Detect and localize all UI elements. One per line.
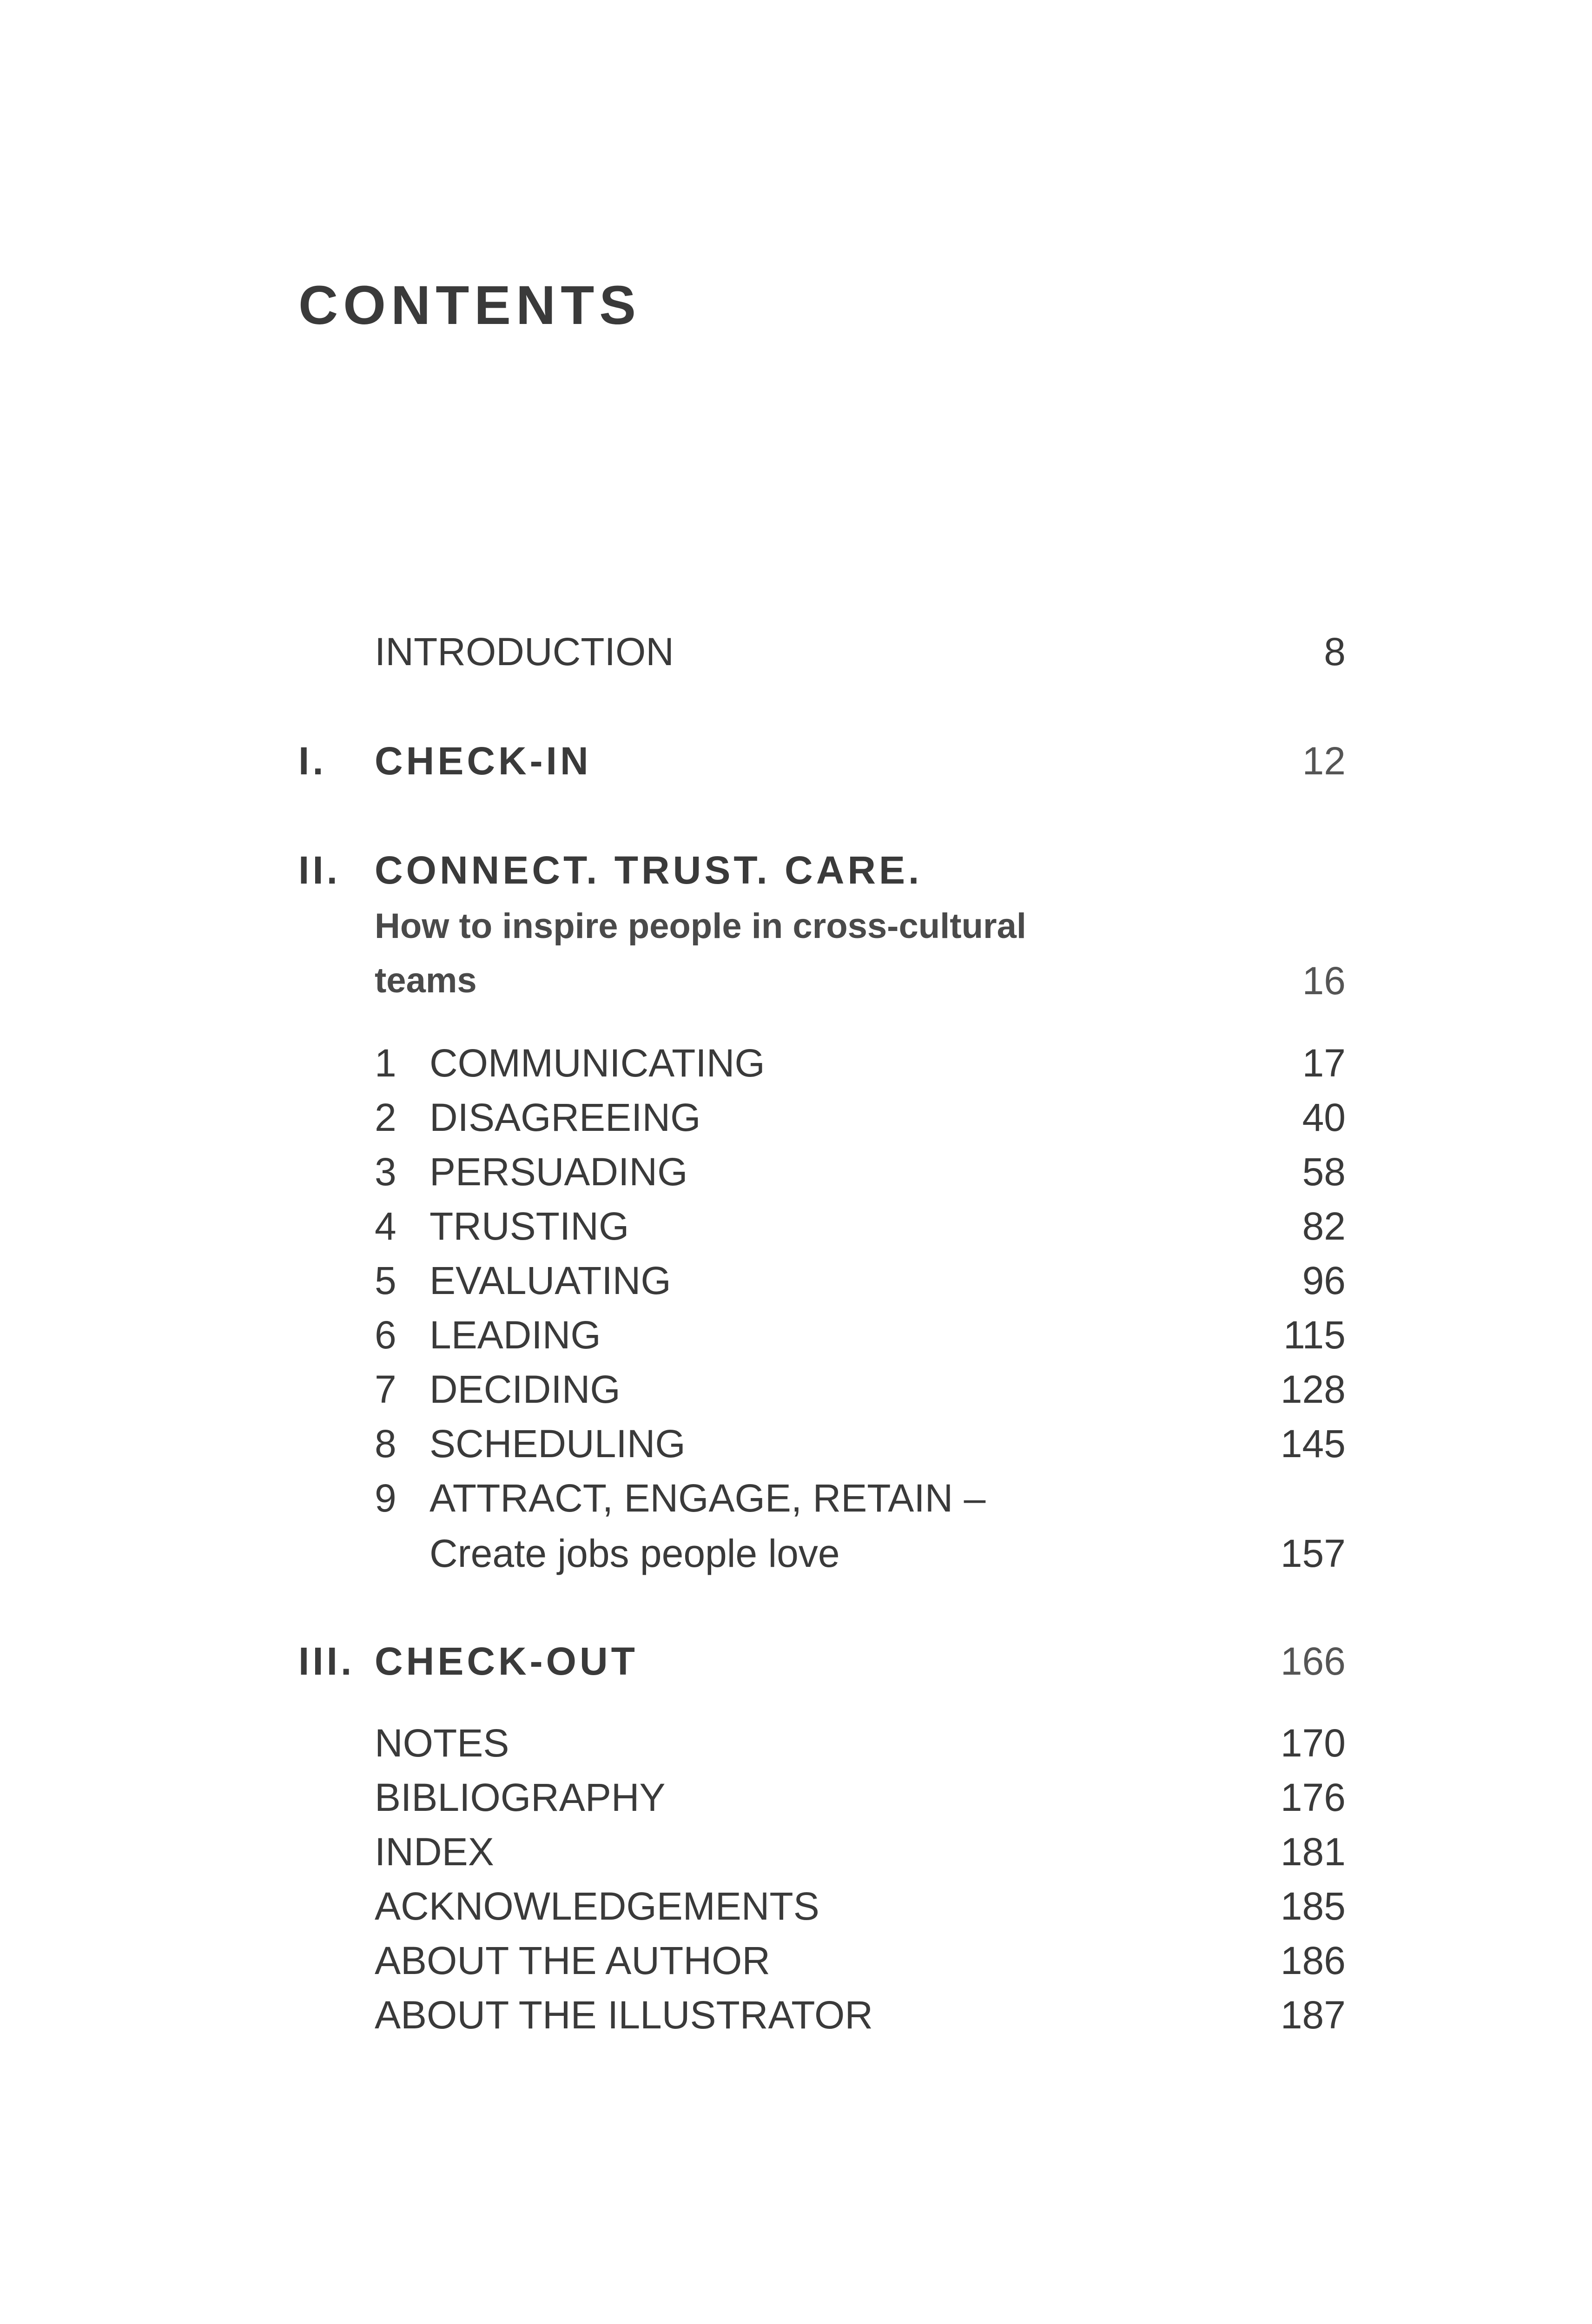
toc-page-number: 145 — [1280, 1422, 1346, 1466]
chapter-title: SCHEDULING — [429, 1422, 686, 1466]
chapter-title-continued: Create jobs people love — [429, 1532, 840, 1575]
chapter-title: DISAGREEING — [429, 1096, 701, 1139]
part-numeral: III. — [298, 1639, 355, 1683]
chapter-title: COMMUNICATING — [429, 1041, 765, 1085]
chapter-number: 2 — [375, 1096, 396, 1139]
toc-label: ACKNOWLEDGEMENTS — [375, 1884, 819, 1928]
part-title: CONNECT. TRUST. CARE. — [375, 848, 923, 892]
toc-label: ABOUT THE ILLUSTRATOR — [375, 1993, 873, 2037]
chapter-title: LEADING — [429, 1313, 601, 1357]
part-numeral: I. — [298, 739, 327, 783]
toc-label: ABOUT THE AUTHOR — [375, 1939, 771, 1982]
toc-label: NOTES — [375, 1721, 509, 1765]
chapter-number: 9 — [375, 1476, 396, 1520]
toc-page-number: 157 — [1280, 1532, 1346, 1575]
toc-page-number: 187 — [1280, 1993, 1346, 2037]
chapter-number: 4 — [375, 1204, 396, 1248]
part-subtitle: How to inspire people in cross-cultural — [375, 906, 1026, 946]
toc-page-number: 16 — [1302, 959, 1346, 1003]
toc-page-number: 185 — [1280, 1884, 1346, 1928]
toc-page-number: 96 — [1302, 1259, 1346, 1302]
toc-page-number: 12 — [1302, 739, 1346, 783]
toc-page-number: 17 — [1302, 1041, 1346, 1085]
toc-page-number: 176 — [1280, 1776, 1346, 1819]
toc-label: INDEX — [375, 1830, 494, 1874]
chapter-number: 6 — [375, 1313, 396, 1357]
toc-page-number: 186 — [1280, 1939, 1346, 1982]
chapter-number: 3 — [375, 1150, 396, 1194]
chapter-number: 1 — [375, 1041, 396, 1085]
page-title: CONTENTS — [298, 275, 641, 336]
toc-page-number: 115 — [1283, 1313, 1346, 1357]
toc-label: BIBLIOGRAPHY — [375, 1776, 666, 1819]
chapter-number: 8 — [375, 1422, 396, 1466]
toc-page-number: 40 — [1302, 1096, 1346, 1139]
chapter-title: TRUSTING — [429, 1204, 629, 1248]
chapter-title: EVALUATING — [429, 1259, 671, 1302]
toc-page-number: 181 — [1280, 1830, 1346, 1874]
toc-page-number: 128 — [1280, 1367, 1346, 1411]
toc-page-number: 82 — [1302, 1204, 1346, 1248]
chapter-title: ATTRACT, ENGAGE, RETAIN – — [429, 1476, 986, 1520]
chapter-number: 5 — [375, 1259, 396, 1302]
chapter-number: 7 — [375, 1367, 396, 1411]
toc-label: INTRODUCTION — [375, 630, 674, 673]
part-subtitle: teams — [375, 961, 477, 1000]
part-title: CHECK-IN — [375, 739, 592, 783]
toc-page-number: 58 — [1302, 1150, 1346, 1194]
toc-page-number: 166 — [1280, 1639, 1346, 1683]
toc-page-number: 8 — [1324, 630, 1346, 673]
chapter-title: PERSUADING — [429, 1150, 688, 1194]
part-numeral: II. — [298, 848, 341, 892]
part-title: CHECK-OUT — [375, 1639, 638, 1683]
toc-page-number: 170 — [1280, 1721, 1346, 1765]
chapter-title: DECIDING — [429, 1367, 621, 1411]
